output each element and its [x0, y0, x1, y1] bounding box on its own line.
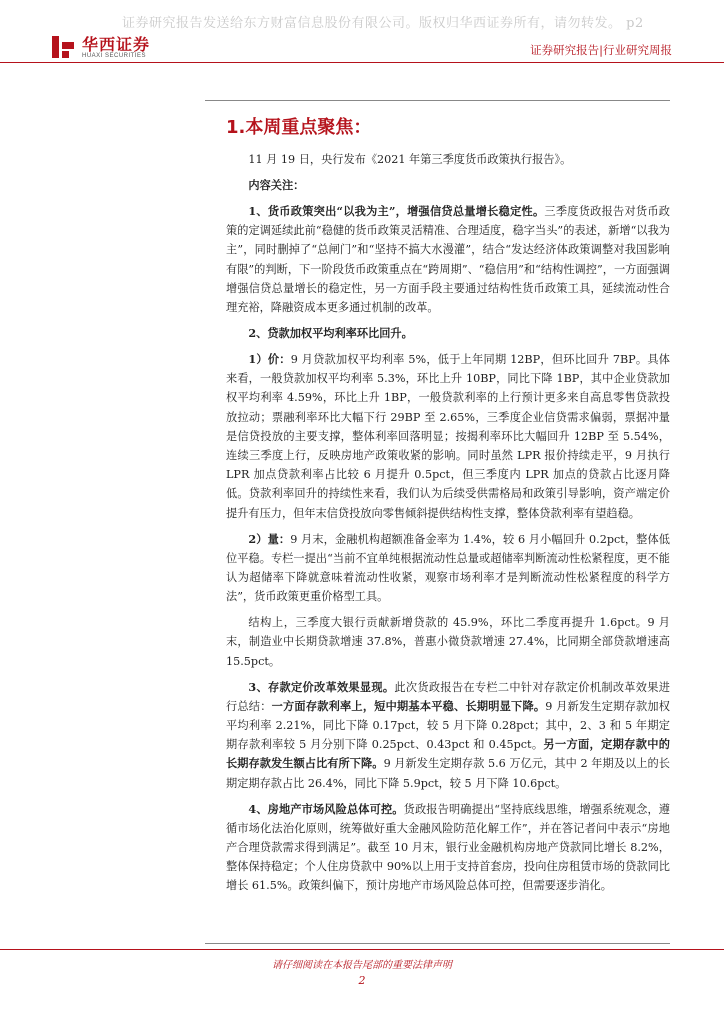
- paragraph-structure: [226, 613, 670, 671]
- paragraph-bold: 1、货币政策突出“以我为主”，增强信贷总量增长稳定性。: [248, 204, 545, 218]
- paragraph-deposit-reform: [226, 678, 670, 793]
- paragraph-bold: 一方面存款利率上，短中期基本平稳、长期明显下降。: [271, 698, 546, 713]
- watermark-text: 证券研究报告发送给东方财富信息股份有限公司。版权归华西证券所有，请勿转发。 p2: [122, 16, 644, 31]
- paragraph-bold: 3、存款定价改革效果显现。: [248, 679, 395, 694]
- paragraph-bold: 2）量：: [248, 531, 291, 546]
- paragraph-bold: 4、房地产市场风险总体可控。: [248, 801, 404, 816]
- logo-icon: [50, 34, 76, 60]
- paragraph-monetary-policy: [226, 202, 670, 317]
- paragraph-text: 11 月 19 日，央行发布《2021 年第三季度货币政策执行报告》。: [248, 153, 572, 166]
- report-body: [226, 150, 670, 902]
- paragraph-text: 9 月贷款加权平均利率 5%，低于上年同期 12BP，但环比回升 7BP。具体来看，一般贷款加权平均利率 5.3%，环比上升 10BP，同比下降 1BP，其中企业贷款加权平均利率 4.59%，环比上升 1BP，一般贷款利率的上行预计更多来自高息零售贷款投放拉动；票融利率环比大幅下行 29BP 至 2.65%，三季度企业信贷需求偏弱，票据冲量是信贷投放的主要支撑，整体利率回落明显；按揭利率环比大幅回升 12BP 至 5.54%，连续三季度上行，反映房地产政策收紧的影响。同时虽然 LPR 报价持续走平，9 月执行 LPR 加点贷款利率占比较 6 月提升 0.5pct，但三季度内 LPR 加点的贷款占比逐月降低。贷款利率回升的持续性来看，我们认为后续受供需格局和政策引导影响，资产端定价提升有压力，但年末信贷投放向零售倾斜提供结构性支撑，整体贷款利率有望趋稳。: [226, 353, 670, 520]
- paragraph-bold: 另一方面，定期存款中的长期存款发生额占比有所下降。: [226, 737, 670, 771]
- logo-name-cn: 华西证券: [82, 34, 151, 54]
- paragraph-bold: 内容关注：: [248, 178, 305, 192]
- paragraph-bold: 2、贷款加权平均利率环比回升。: [248, 326, 413, 341]
- page-number: 2: [358, 974, 366, 987]
- logo-name-en: HUAXI SECURITIES: [82, 52, 147, 59]
- footer-divider: [0, 949, 724, 950]
- paragraph-text: 三季度货政报告对货币政策的定调延续此前“稳健的货币政策灵活精准、合理适度，稳字当头”的表述，新增“以我为主”，同时删掉了“总闸门”和“坚持不搞大水漫灌”，结合“发达经济体政策调整对我国影响有限”的判断，下一阶段货币政策重点在“跨周期”、“稳信用”和“结构性调控”，一方面强调增强信贷总量增长的稳定性，另一方面手段主要通过结构性货币政策工具，延续流动性合理充裕，降融资成本更多通过机制的改革。: [226, 205, 670, 315]
- paragraph-text: 9 月末，金融机构超额准备金率为 1.4%，较 6 月小幅回升 0.2pct，整体低位平稳。专栏一提出“当前不宜单纯根据流动性总量或超储率判断流动性松紧程度，更不能认为超储率下降就意味着流动性收紧，观察市场利率才是判断流动性松紧程度的科学方法”，货币政策更重价格型工具。: [226, 532, 670, 604]
- paragraph-price: [226, 350, 670, 523]
- company-logo: [50, 34, 150, 60]
- paragraph-text: 此次货政报告在专栏二中针对存款定价机制改革效果进行总结：: [226, 680, 670, 713]
- paragraph-text: 结构上，三季度大银行贡献新增贷款的 45.9%，环比二季度再提升 1.6pct。9 月末，制造业中长期贷款增速 37.8%，普惠小微贷款增速 27.4%，比同期全部贷款增速高 15.5pct。: [226, 616, 670, 668]
- legal-disclaimer-note: 请仔细阅读在本报告尾部的重要法律声明: [272, 960, 452, 971]
- content-bottom-rule: [205, 943, 670, 944]
- paragraph-text: 9 月新发生定期存款加权平均利率 2.21%，同比下降 0.17pct，较 5 月下降 0.28pct；其中，2、3 和 5 年期定期存款利率较 5 月分别下降 0.25pct、0.43pct 和 0.45pct。: [226, 699, 670, 752]
- paragraph-loan-rate-heading: [226, 324, 670, 343]
- content-top-rule: [205, 100, 670, 101]
- header-divider: [0, 62, 724, 63]
- section-title: 1.本周重点聚焦：: [226, 117, 372, 138]
- report-type-label: 证券研究报告|行业研究周报: [530, 43, 672, 57]
- paragraph-intro: [226, 150, 670, 169]
- paragraph-text: 9 月新发生定期存款 5.6 万亿元，其中 2 年期及以上的长期定期存款占比 26.4%，同比下降 5.9pct，较 5 月下降 10.6pct。: [226, 757, 670, 790]
- paragraph-volume: [226, 530, 670, 607]
- paragraph-real-estate: [226, 800, 670, 896]
- paragraph-bold: 1）价：: [248, 352, 291, 367]
- paragraph-focus-heading: [226, 176, 670, 195]
- paragraph-text: 货政报告明确提出“坚持底线思维，增强系统观念，遵循市场化法治化原则，统筹做好重大金融风险防范化解工作”，并在答记者问中表示“房地产合理贷款需求得到满足”。截至 10 月末，银行业金融机构房地产贷款同比增长 8.2%，整体保持稳定；个人住房贷款中 90%以上用于支持首套房，投向住房租赁市场的贷款同比增长 61.5%。政策纠偏下，预计房地产市场风险总体可控，但需要逐步消化。: [226, 802, 670, 893]
